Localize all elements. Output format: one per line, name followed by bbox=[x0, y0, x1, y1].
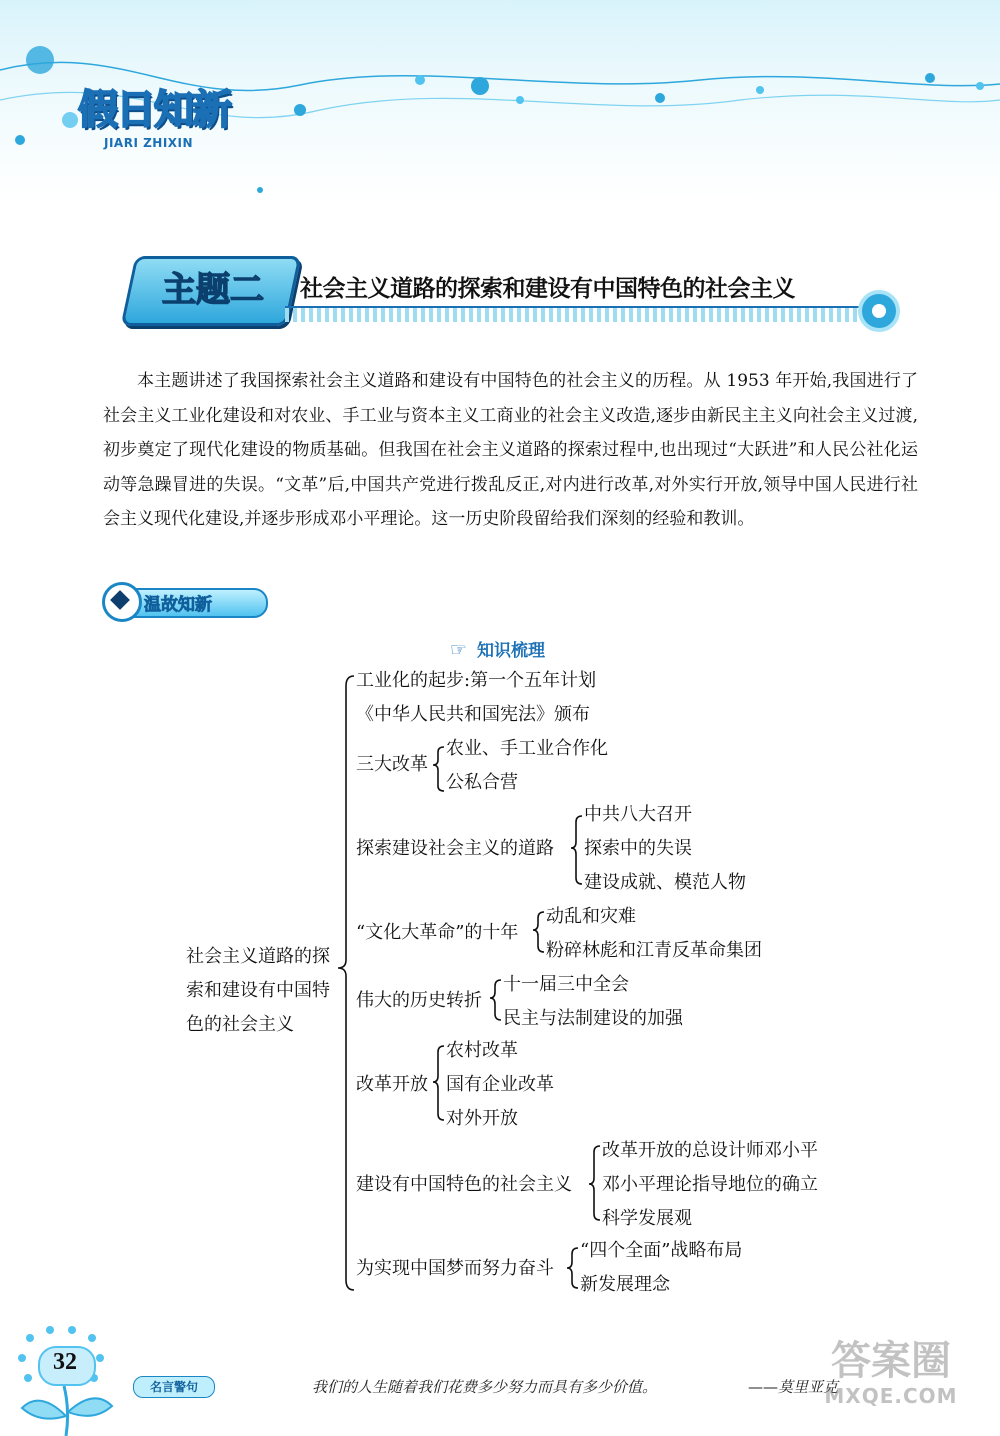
tree-root-line: 社会主义道路的探 bbox=[186, 946, 330, 967]
tree-leaf: 国有企业改革 bbox=[446, 1074, 554, 1095]
tree-leaf: 邓小平理论指导地位的确立 bbox=[602, 1174, 818, 1195]
tree-leaf: 中共八大召开 bbox=[584, 804, 692, 825]
tree-leaf: 科学发展观 bbox=[602, 1208, 692, 1229]
tree-leaf: 动乱和灾难 bbox=[546, 906, 636, 927]
tree-leaf: “四个全面”战略布局 bbox=[580, 1240, 743, 1261]
watermark bbox=[806, 1338, 976, 1408]
tree-branch: 为实现中国梦而努力奋斗 bbox=[356, 1258, 554, 1279]
watermark-line: 答案圈 bbox=[831, 1338, 951, 1384]
tree-leaf: 民主与法制建设的加强 bbox=[503, 1008, 683, 1029]
tree-branch: 改革开放 bbox=[356, 1074, 428, 1095]
quote-text: 我们的人生随着我们花费多少努力而具有多少价值。 bbox=[312, 1378, 658, 1396]
tree-branch: 探索建设社会主义的道路 bbox=[356, 838, 554, 859]
tree-branch: 建设有中国特色的社会主义 bbox=[356, 1174, 572, 1195]
tree-leaf: 十一届三中全会 bbox=[503, 974, 629, 995]
watermark-line: MXQE.COM bbox=[824, 1384, 958, 1408]
tree-leaf: 粉碎林彪和江青反革命集团 bbox=[546, 940, 762, 961]
tree-leaf: 建设成就、模范人物 bbox=[584, 872, 746, 893]
tree-branch: 伟大的历史转折 bbox=[356, 990, 482, 1011]
pointing-hand-icon: ☞ bbox=[450, 639, 468, 661]
map-heading-label: 知识梳理 bbox=[477, 641, 546, 661]
tree-branch: “文化大革命”的十年 bbox=[356, 922, 519, 943]
theme-title: 社会主义道路的探索和建设有中国特色的社会主义 bbox=[300, 276, 795, 302]
theme-badge: 主题二 bbox=[162, 270, 264, 310]
tree-leaf: 农村改革 bbox=[446, 1040, 518, 1061]
section-badge-label: 温故知新 bbox=[144, 595, 212, 615]
tree-root-line: 索和建设有中国特 bbox=[186, 980, 330, 1001]
tree-leaf: 新发展理念 bbox=[580, 1274, 670, 1295]
tree-branch: 《中华人民共和国宪法》颁布 bbox=[356, 704, 590, 725]
tree-root bbox=[186, 940, 346, 1042]
tree-leaf: 改革开放的总设计师邓小平 bbox=[602, 1140, 818, 1161]
tree-root-line: 色的社会主义 bbox=[186, 1014, 294, 1035]
tree-leaf: 公私合营 bbox=[446, 772, 518, 793]
tree-leaf: 农业、手工业合作化 bbox=[446, 738, 608, 759]
tree-leaf: 对外开放 bbox=[446, 1108, 518, 1129]
quote-badge: 名言警句 bbox=[133, 1376, 215, 1398]
tree-branch: 三大改革 bbox=[356, 754, 428, 775]
app-logo: 假日知新 bbox=[78, 87, 230, 133]
tree-leaf: 探索中的失误 bbox=[584, 838, 692, 859]
logo-pinyin: JIARI ZHIXIN bbox=[104, 136, 194, 150]
intro-paragraph: 本主题讲述了我国探索社会主义道路和建设有中国特色的社会主义的历程。从 1953 年开始,我国进行了社会主义工业化建设和对农业、手工业与资本主义工商业的社会主义改造,逐步由新民主主义向社会主义过渡,初步奠定了现代化建设的物质基础。但我国在社会主义道路的探索过程中,也出现过“大跃进”和人民公社化运动等急躁冒进的失误。“文革”后,中国共产党进行拨乱反正,对内进行改革,对外实行开放,领导中国人民进行社会主义现代化建设,并逐步形成邓小平理论。这一历史阶段留给我们深刻的经验和教训。 bbox=[103, 371, 918, 529]
page-number: 32 bbox=[53, 1349, 77, 1375]
quote-author: ——莫里亚克 bbox=[748, 1378, 839, 1396]
tree-branch: 工业化的起步:第一个五年计划 bbox=[356, 670, 597, 691]
